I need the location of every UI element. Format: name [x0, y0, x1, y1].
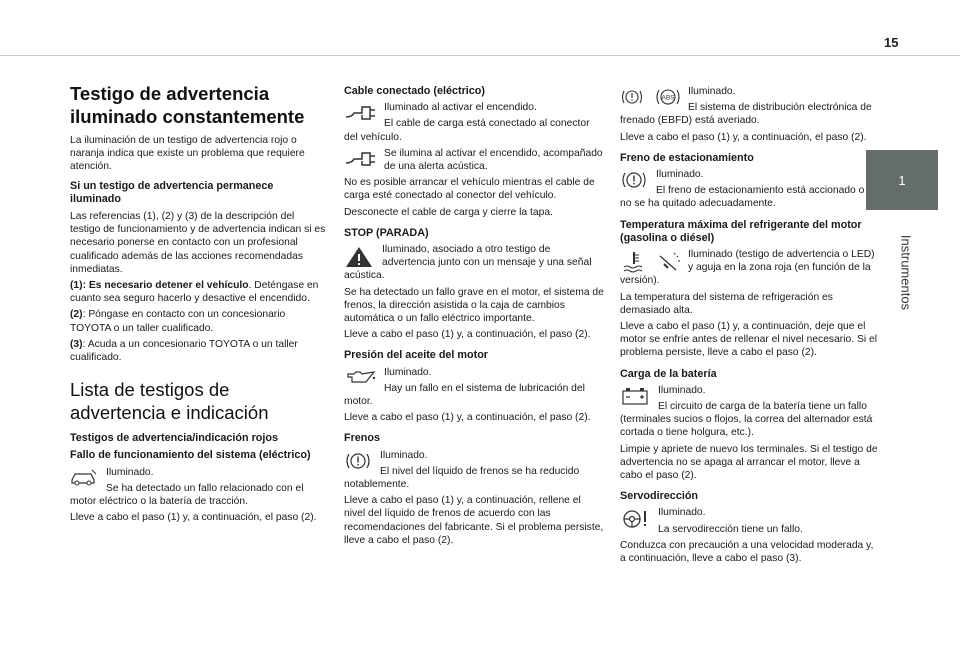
chapter-tab-number: 1	[898, 172, 906, 188]
brake-abs-icons	[620, 87, 680, 107]
section-title: Testigo de advertencia iluminado constantemente	[70, 83, 305, 127]
entry-cable-b: El cable de carga está conectado al conector del vehículo.	[344, 118, 590, 143]
entry-stop-title: STOP (PARADA)	[344, 226, 429, 239]
battery-icon	[620, 386, 650, 406]
refs-paragraph: Las referencias (1), (2) y (3) de la descripción del testigo de funcionamiento y de advertencia indican si es necesario ponerse en contacto con un profesional cualificado además de las acciones recomendadas inmediatas.	[70, 211, 326, 275]
entry-stop-b: Se ha detectado un fallo grave en el motor, el sistema de frenos, la dirección asistida o la caja de cambios automática o un fallo eléctrico importante.	[344, 286, 604, 325]
ref-2-label: (2)	[70, 309, 83, 321]
entry-cable-title: Cable conectado (eléctrico)	[344, 85, 485, 97]
subheading-rojos: Testigos de advertencia/indicación rojos	[70, 432, 278, 445]
entry-servo-b: La servodirección tiene un fallo.	[658, 523, 803, 535]
entry-stop-c: Lleve a cabo el paso (1) y, a continuación, el paso (2).	[344, 329, 591, 341]
entry-frenos-c: Lleve a cabo el paso (1) y, a continuación, rellene el nivel del líquido de frenos de acuerdo con las recomendaciones del fabricante. Si el problema persiste, lleve a cabo el paso (2).	[344, 495, 604, 546]
entry-frenos-title: Frenos	[344, 432, 380, 445]
column-2	[344, 85, 604, 555]
entry-stop-a: Iluminado, asociado a otro testigo de advertencia junto con un mensaje y una señal acústica.	[344, 244, 592, 282]
ref-2-text: : Póngase en contacto con un concesionario TOYOTA o un taller cualificado.	[70, 309, 286, 334]
entry-fallo-b: Se ha detectado un fallo relacionado con el motor eléctrico o la batería de tracción.	[70, 482, 304, 508]
entry-temp-c: Lleve a cabo el paso (1) y, a continuación, deje que el motor se enfríe antes de rellenar el nivel necesario. Si el problema persiste, lleve a cabo el paso (2).	[620, 321, 877, 359]
entry-bat-c: Limpie y apriete de nuevo los terminales. Si el testigo de advertencia no se apaga al arrancar el motor, lleve a cabo el paso (2).	[620, 443, 878, 482]
entry-servo	[620, 490, 878, 565]
entry-ebfd	[620, 85, 878, 144]
entry-bat	[620, 368, 878, 483]
entry-cable	[344, 85, 604, 219]
entry-aceite	[344, 349, 604, 424]
entry-estac	[620, 152, 878, 211]
warning-triangle-icon	[344, 245, 374, 269]
entry-estac-b: El freno de estacionamiento está accionado o no se ha quitado adecuadamente.	[620, 185, 865, 210]
entry-servo-c: Conduzca con precaución a una velocidad moderada y, a continuación, lleve a cabo el paso (3).	[620, 539, 874, 565]
entry-cable-a: Iluminado al activar el encendido.	[384, 102, 537, 114]
entry-temp-b: La temperatura del sistema de refrigeración es demasiado alta.	[620, 291, 833, 316]
entry-fallo-a: Iluminado.	[106, 466, 154, 478]
ref-1-text: . Deténgase en cuanto sea seguro hacerlo y desactive el encendido.	[70, 280, 319, 305]
column-1	[70, 82, 326, 532]
ref-3-label: (3)	[70, 338, 83, 350]
plug-icon	[344, 103, 376, 123]
entry-frenos	[344, 432, 604, 547]
entry-aceite-a: Iluminado.	[384, 366, 432, 378]
list-title: Lista de testigos de advertencia e indicación	[70, 379, 269, 424]
entry-frenos-a: Iluminado.	[380, 449, 428, 461]
entry-bat-b: El circuito de carga de la batería tiene un fallo (terminales sucios o flojos, la correa del alternador está cortada o tiene holgura, etc.).	[620, 401, 873, 439]
entry-bat-a: Iluminado.	[658, 384, 706, 396]
brake-warning-icon	[344, 451, 372, 471]
car-fault-icon	[70, 468, 98, 486]
entry-bat-title: Carga de la batería	[620, 367, 717, 380]
entry-servo-a: Iluminado.	[658, 507, 706, 519]
ref-2	[70, 308, 326, 334]
plug-icon-2	[344, 149, 376, 169]
entry-cable-c: Se ilumina al activar el encendido, acompañado de una alerta acústica.	[384, 147, 603, 173]
entry-aceite-c: Lleve a cabo el paso (1) y, a continuación, el paso (2).	[344, 412, 591, 424]
entry-aceite-title: Presión del aceite del motor	[344, 349, 489, 362]
chapter-side-label	[896, 220, 916, 330]
entry-estac-title: Freno de estacionamiento	[620, 151, 754, 164]
abs-icon-text: ABS	[661, 94, 675, 102]
entry-cable-e: Desconecte el cable de carga y cierre la tapa.	[344, 206, 553, 218]
entry-estac-a: Iluminado.	[656, 169, 704, 181]
ref-1-label: (1)	[70, 280, 83, 292]
entry-aceite-b: Hay un fallo en el sistema de lubricación del motor.	[344, 382, 585, 408]
intro-paragraph: La iluminación de un testigo de advertencia rojo o naranja indica que existe un problema que requiere atención.	[70, 135, 305, 173]
coolant-temp-icons	[620, 250, 680, 274]
parking-brake-icon	[620, 170, 648, 190]
entry-ebfd-b: El sistema de distribución electrónica de frenado (EBFD) está averiado.	[620, 102, 872, 127]
entry-servo-title: Servodirección	[620, 490, 699, 503]
entry-fallo-c: Lleve a cabo el paso (1) y, a continuación, el paso (2).	[70, 512, 317, 524]
entry-fallo-title: Fallo de funcionamiento del sistema (eléctrico)	[70, 449, 311, 462]
page-number: 15	[884, 35, 899, 50]
column-3	[620, 85, 878, 573]
entry-ebfd-c: Lleve a cabo el paso (1) y, a continuación, el paso (2).	[620, 131, 867, 143]
entry-temp-a: Iluminado (testigo de advertencia o LED) y aguja en la zona roja (en función de la versión).	[620, 249, 875, 287]
ref-3	[70, 338, 326, 364]
subheading-permanece: Si un testigo de advertencia permanece iluminado	[70, 179, 274, 205]
entry-frenos-b: El nivel del líquido de frenos se ha reducido notablemente.	[344, 465, 580, 491]
header-rule	[0, 55, 960, 56]
chapter-side-label-text: Instrumentos	[898, 234, 914, 311]
ref-1	[70, 279, 326, 305]
steering-warning-icon	[620, 508, 650, 530]
ref-3-text: : Acuda a un concesionario TOYOTA o un taller cualificado.	[70, 338, 298, 364]
entry-temp-title: Temperatura máxima del refrigerante del motor (gasolina o diésel)	[620, 218, 862, 244]
entry-stop	[344, 227, 604, 342]
entry-cable-d: No es posible arrancar el vehículo mientras el cable de carga esté conectado al conector del vehículo.	[344, 177, 595, 202]
oil-can-icon	[344, 368, 376, 386]
entry-temp	[620, 219, 878, 360]
entry-fallo	[70, 449, 326, 524]
entry-ebfd-a: Iluminado.	[688, 86, 736, 97]
ref-1-bold: : Es necesario detener el vehículo	[82, 280, 249, 292]
